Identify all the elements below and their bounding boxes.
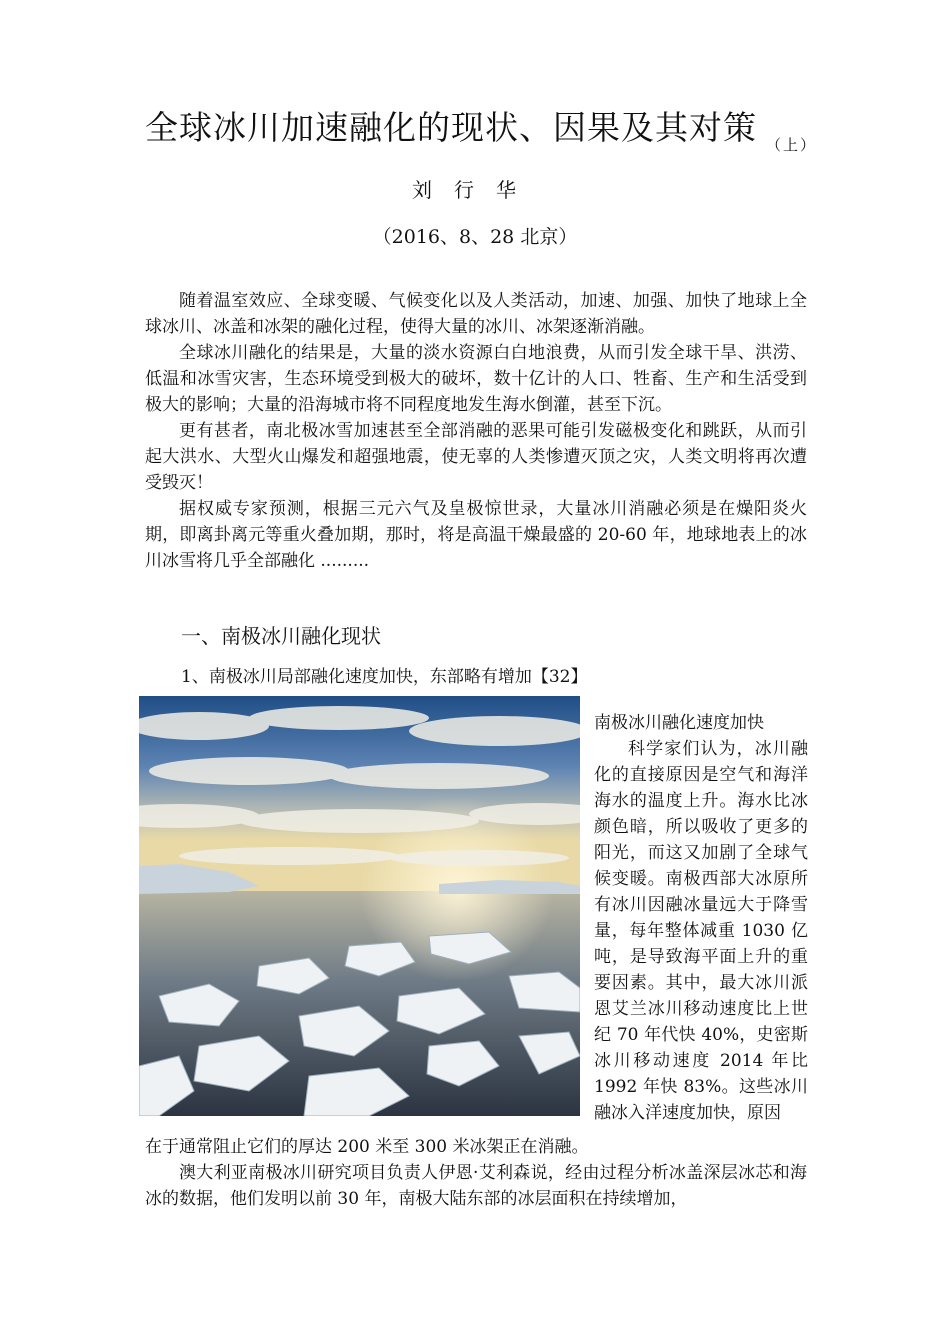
document-title: 全球冰川加速融化的现状、因果及其对策: [145, 108, 757, 147]
continuation-section: [145, 1134, 807, 1212]
side-text-column: [594, 710, 808, 1126]
photo-illustration: [139, 696, 580, 1116]
antarctic-glacier-photo: [139, 696, 580, 1116]
intro-paragraph: 全球冰川融化的结果是，大量的淡水资源白白地浪费，从而引发全球干旱、洪涝、低温和冰雪灾害，生态环境受到极大的破坏，数十亿计的人口、牲畜、生产和生活受到极大的影响；大量的沿海城市将不同程度地发生海水倒灌，甚至下沉。: [145, 343, 807, 415]
side-title: 南极冰川融化速度加快: [594, 713, 764, 733]
dateline: （2016、8、28 北京）: [372, 226, 578, 248]
intro-paragraph: 据权威专家预测，根据三元六气及皇极惊世录，大量冰川消融必须是在燥阳炎火期，即离卦离元等重火叠加期，那时，将是高温干燥最盛的 20-60 年，地球地表上的冰川冰雪将几乎全部融化 .........: [145, 499, 807, 571]
title-part-marker: （上）: [766, 136, 818, 154]
continuation-line: 在于通常阻止它们的厚达 200 米至 300 米冰架正在消融。: [145, 1137, 589, 1157]
section-heading: 一、南极冰川融化现状: [181, 624, 381, 648]
side-paragraph: 科学家们认为，冰川融化的直接原因是空气和海洋海水的温度上升。海水比冰颜色暗，所以吸收了更多的阳光，而这又加剧了全球气候变暖。南极西部大冰原所有冰川因融冰量远大于降雪量，每年整体减重 1030 亿吨，是导致海平面上升的重要因素。其中，最大冰川派恩艾兰冰川移动速度比上世纪 70 年代快 40%，史密斯冰川移动速度 2014 年比 1992 年快 83%。这些冰川融冰入洋速度加快，原因: [594, 739, 808, 1123]
intro-paragraph: 更有甚者，南北极冰雪加速甚至全部消融的恶果可能引发磁极变化和跳跃，从而引起大洪水、大型火山爆发和超强地震，使无辜的人类惨遭灭顶之灾，人类文明将再次遭受毁灭！: [145, 421, 807, 493]
body-paragraph: 澳大利亚南极冰川研究项目负责人伊恩·艾利森说，经由过程分析冰盖深层冰芯和海冰的数据，他们发明以前 30 年，南极大陆东部的冰层面积在持续增加，: [145, 1163, 807, 1209]
subsection-heading: 1、南极冰川局部融化速度加快，东部略有增加【32】: [181, 667, 588, 687]
intro-section: [145, 288, 807, 574]
intro-paragraph: 随着温室效应、全球变暖、气候变化以及人类活动，加速、加强、加快了地球上全球冰川、冰盖和冰架的融化过程，使得大量的冰川、冰架逐渐消融。: [145, 291, 807, 337]
author-name: 刘行华: [412, 178, 538, 202]
